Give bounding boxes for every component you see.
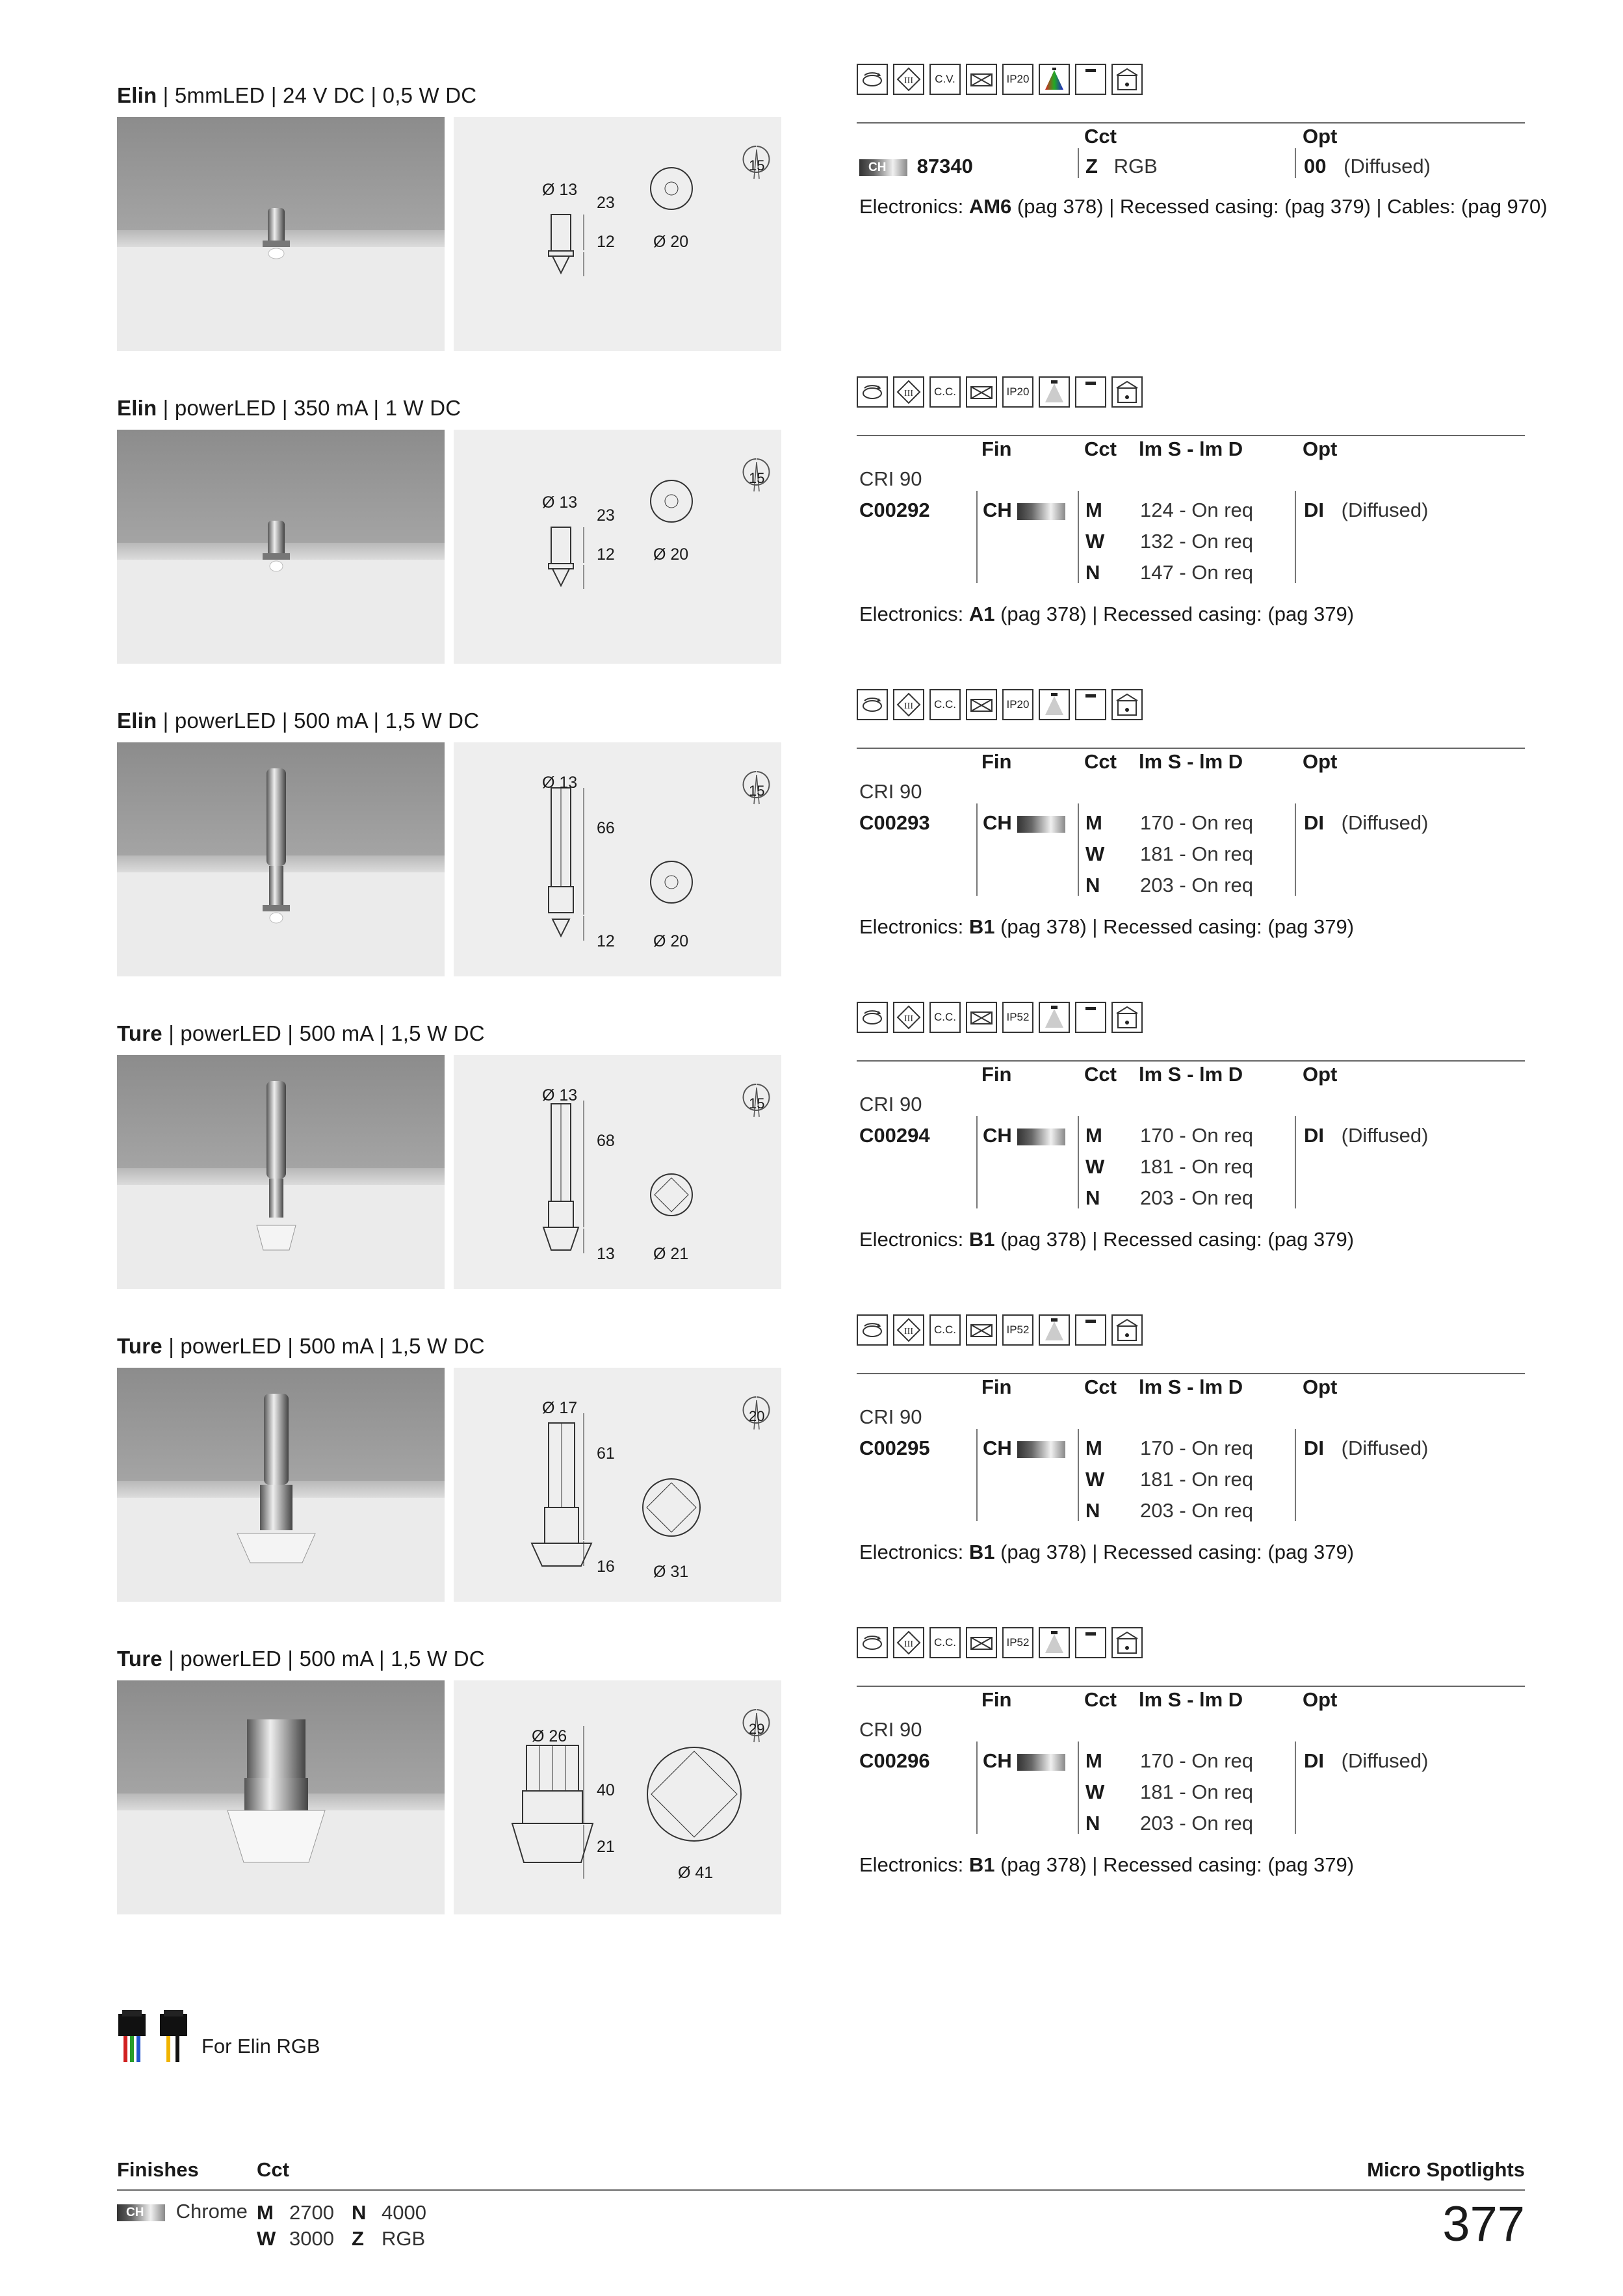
svg-text:III: III (904, 701, 913, 711)
header-lm: lm S - lm D (1139, 750, 1243, 773)
beam-angle: 15 (749, 470, 765, 486)
no-insulation-icon (966, 1627, 997, 1658)
rating-label: IP52 (1002, 1314, 1033, 1346)
chrome-swatch: CH (117, 2204, 165, 2221)
header-cct: Cct (1084, 125, 1117, 148)
opt-text: (Diffused) (1341, 499, 1429, 521)
chrome-swatch (1017, 1441, 1065, 1458)
lumen-value: 203 - On req (1140, 874, 1254, 896)
opt-code: DI (1304, 1749, 1324, 1772)
product-code: C00294 (859, 1124, 930, 1147)
certification-icons (857, 1002, 1143, 1034)
lumen-value: 181 - On req (1140, 1155, 1254, 1178)
header-cct: Cct (1084, 1688, 1117, 1711)
product-photo (117, 117, 445, 351)
header-lm: lm S - lm D (1139, 1063, 1243, 1086)
product-block (0, 73, 1623, 389)
dim-diameter-base: Ø 20 (653, 932, 689, 950)
cct-header: Cct (257, 2158, 289, 2181)
cct-row (1085, 1155, 1104, 1179)
chrome-swatch (1017, 503, 1065, 520)
cct-code: N (1085, 874, 1100, 896)
dim-diameter-base: Ø 20 (653, 545, 689, 564)
fin-code: CH (983, 1437, 1065, 1460)
product-code: C00293 (859, 811, 930, 834)
technical-drawing (454, 1680, 781, 1914)
certification-icons (857, 64, 1143, 96)
product-name: Elin (117, 709, 157, 733)
dim-height-body: 66 (597, 819, 615, 837)
rating-label: IP20 (1002, 376, 1033, 408)
product-title (117, 709, 479, 733)
cct-code: W (257, 2227, 276, 2250)
dim-diameter-top: Ø 13 (542, 774, 578, 792)
product-title (117, 1021, 485, 1046)
cct-code: N (1085, 1186, 1100, 1209)
header-fin: Fin (981, 1688, 1012, 1711)
rating-label: C.V. (929, 64, 961, 95)
fin-code: CH (983, 499, 1065, 522)
cct-code: N (1085, 1499, 1100, 1522)
product-name: Ture (117, 1334, 162, 1358)
product-code: C00295 (859, 1437, 930, 1459)
no-insulation-icon (966, 64, 997, 95)
surface-icon (1075, 1627, 1106, 1658)
col-divider (1295, 1742, 1296, 1834)
fin-code: CH (983, 1124, 1065, 1147)
cct-code: W (1085, 1468, 1105, 1491)
cct-value: 2700 (289, 2201, 334, 2224)
dim-height-head: 12 (597, 932, 615, 950)
opt-code: DI (1304, 1437, 1324, 1459)
product-photo (117, 1680, 445, 1914)
col-divider (976, 491, 978, 583)
certification-icons (857, 1627, 1143, 1660)
cct-value: RGB (1113, 155, 1158, 177)
recessed-icon (1111, 1314, 1143, 1346)
header-opt: Opt (1303, 1063, 1338, 1086)
class-iii-icon (893, 64, 924, 95)
col-divider (1078, 1429, 1079, 1521)
col-divider (976, 1429, 978, 1521)
rating-label: C.C. (929, 1002, 961, 1033)
accessory-label: For Elin RGB (201, 2035, 320, 2057)
cct-code: Z (1085, 155, 1098, 177)
dim-diameter-base: Ø 31 (653, 1563, 689, 1581)
rotate-icon (857, 1627, 888, 1658)
product-title (117, 83, 476, 108)
chrome-swatch (1017, 1128, 1065, 1145)
cct-row (1085, 842, 1104, 866)
opt-cell (1304, 1749, 1428, 1773)
cri-value: CRI 90 (859, 780, 922, 803)
table-rule (857, 1060, 1525, 1062)
col-divider (1295, 148, 1296, 178)
header-lm: lm S - lm D (1139, 437, 1243, 460)
rgb-light-icon (1039, 64, 1070, 95)
opt-cell (1304, 1437, 1428, 1460)
cct-row (1085, 1781, 1104, 1804)
header-cct: Cct (1084, 1063, 1117, 1086)
footer-rule (117, 2189, 1525, 2191)
product-spec: | powerLED | 350 mA | 1 W DC (157, 396, 461, 420)
product-block (0, 1011, 1623, 1327)
spot-light-icon (1039, 1002, 1070, 1033)
technical-drawing (454, 430, 781, 664)
opt-cell (1304, 1124, 1428, 1147)
cct-code: M (1085, 811, 1102, 834)
dim-diameter-top: Ø 13 (542, 493, 578, 512)
opt-text: (Diffused) (1341, 1124, 1429, 1147)
finishes-header: Finishes (117, 2158, 199, 2181)
rating-label: C.C. (929, 1314, 961, 1346)
lumen-value: 147 - On req (1140, 561, 1254, 584)
product-name: Ture (117, 1647, 162, 1671)
cct-row (1085, 1749, 1102, 1773)
cct-code: N (1085, 1812, 1100, 1834)
lumen-value: 181 - On req (1140, 842, 1254, 865)
finish-name: Chrome (175, 2200, 248, 2223)
svg-text:III: III (904, 389, 913, 398)
dim-diameter-base: Ø 20 (653, 233, 689, 251)
cct-row (1085, 1186, 1100, 1210)
rating-label: C.C. (929, 376, 961, 408)
lumen-value: 203 - On req (1140, 1499, 1254, 1522)
certification-icons (857, 376, 1143, 409)
col-divider (1078, 803, 1079, 896)
lumen-value: 181 - On req (1140, 1781, 1254, 1803)
rotate-icon (857, 689, 888, 720)
col-divider (1078, 1116, 1079, 1208)
no-insulation-icon (966, 689, 997, 720)
col-divider (1295, 1429, 1296, 1521)
cri-value: CRI 90 (859, 1093, 922, 1115)
rotate-icon (857, 64, 888, 95)
surface-icon (1075, 689, 1106, 720)
dim-height-head: 12 (597, 545, 615, 564)
beam-angle: 15 (749, 1095, 765, 1112)
svg-text:III: III (904, 76, 913, 86)
product-photo (117, 1055, 445, 1289)
col-divider (1078, 1742, 1079, 1834)
col-divider (1078, 491, 1079, 583)
technical-drawing (454, 1055, 781, 1289)
opt-text: (Diffused) (1344, 155, 1431, 177)
product-title (117, 1334, 485, 1359)
dim-diameter-base: Ø 21 (653, 1245, 689, 1263)
electronics-note: Electronics: B1 (pag 378) | Recessed casing: (pag 379) (859, 1853, 1355, 1876)
opt-code: 00 (1304, 155, 1327, 177)
recessed-icon (1111, 64, 1143, 95)
header-opt: Opt (1303, 1688, 1338, 1711)
surface-icon (1075, 64, 1106, 95)
dim-diameter-top: Ø 17 (542, 1399, 578, 1417)
product-spec: | powerLED | 500 mA | 1,5 W DC (157, 709, 480, 733)
header-opt: Opt (1303, 437, 1338, 460)
certification-icons (857, 1314, 1143, 1347)
dim-diameter-top: Ø 13 (542, 181, 578, 199)
electronics-note: Electronics: B1 (pag 378) | Recessed casing: (pag 379) (859, 915, 1355, 938)
class-iii-icon (893, 1314, 924, 1346)
recessed-icon (1111, 1627, 1143, 1658)
dim-height-body: 61 (597, 1444, 615, 1463)
dim-height-body: 68 (597, 1132, 615, 1150)
dim-height-body: 23 (597, 506, 615, 525)
product-spec: | 5mmLED | 24 V DC | 0,5 W DC (157, 83, 477, 107)
surface-icon (1075, 1314, 1106, 1346)
category-label: Micro Spotlights (1367, 2158, 1525, 2181)
cct-code: M (1085, 1749, 1102, 1772)
surface-icon (1075, 376, 1106, 408)
product-spec: | powerLED | 500 mA | 1,5 W DC (162, 1647, 485, 1671)
cct-code: Z (352, 2227, 364, 2250)
class-iii-icon (893, 1002, 924, 1033)
cct-value: RGB (382, 2227, 426, 2250)
header-opt: Opt (1303, 125, 1338, 148)
product-block (0, 698, 1623, 1014)
product-title (117, 1647, 485, 1671)
opt-code: DI (1304, 1124, 1324, 1147)
rating-label: IP52 (1002, 1627, 1033, 1658)
opt-text: (Diffused) (1341, 1749, 1429, 1772)
header-cct: Cct (1084, 750, 1117, 773)
beam-angle: 20 (749, 1408, 765, 1424)
recessed-icon (1111, 689, 1143, 720)
cct-code: W (1085, 842, 1105, 865)
rating-label: IP52 (1002, 1002, 1033, 1033)
header-cct: Cct (1084, 1376, 1117, 1398)
beam-angle: 15 (749, 783, 765, 799)
dim-height-body: 23 (597, 194, 615, 212)
product-block (0, 1324, 1623, 1639)
fin-code: CH (983, 811, 1065, 835)
cct-legend (257, 2200, 426, 2252)
lumen-value: 170 - On req (1140, 1124, 1254, 1147)
rating-label: C.C. (929, 1627, 961, 1658)
spot-light-icon (1039, 376, 1070, 408)
dim-diameter-top: Ø 26 (532, 1727, 567, 1745)
cct-value: 3000 (289, 2227, 334, 2250)
technical-drawing (454, 742, 781, 976)
electronics-note: Electronics: A1 (pag 378) | Recessed casing: (pag 379) (859, 603, 1355, 625)
product-block (0, 1636, 1623, 1952)
electronics-note: Electronics: AM6 (pag 378) | Recessed casing: (pag 379) | Cables: (pag 970) (859, 195, 1548, 218)
fin-code: CH (983, 1749, 1065, 1773)
opt-code: DI (1304, 811, 1324, 834)
lumen-value: 203 - On req (1140, 1812, 1254, 1834)
cct-row (1085, 1437, 1102, 1460)
cct-row (1085, 155, 1158, 178)
cct-row (1085, 1499, 1100, 1522)
header-fin: Fin (981, 1063, 1012, 1086)
cct-row (1085, 561, 1100, 584)
product-spec: | powerLED | 500 mA | 1,5 W DC (162, 1021, 485, 1045)
product-code: CH 87340 (859, 155, 973, 178)
table-rule (857, 122, 1525, 124)
cri-value: CRI 90 (859, 1405, 922, 1428)
opt-cell (1304, 499, 1428, 522)
cct-code: W (1085, 530, 1105, 553)
col-divider (976, 1742, 978, 1834)
col-divider (976, 803, 978, 896)
opt-cell (1304, 155, 1431, 178)
lumen-value: 181 - On req (1140, 1468, 1254, 1491)
dim-height-head: 16 (597, 1558, 615, 1576)
col-divider (1295, 803, 1296, 896)
header-lm: lm S - lm D (1139, 1376, 1243, 1398)
dim-height-head: 21 (597, 1838, 615, 1856)
cct-code: N (1085, 561, 1100, 584)
opt-code: DI (1304, 499, 1324, 521)
header-opt: Opt (1303, 1376, 1338, 1398)
rotate-icon (857, 1002, 888, 1033)
col-divider (1078, 148, 1079, 178)
no-insulation-icon (966, 1314, 997, 1346)
dim-height-head: 12 (597, 233, 615, 251)
lumen-value: 170 - On req (1140, 811, 1254, 834)
dim-diameter-base: Ø 41 (678, 1864, 714, 1882)
product-name: Elin (117, 83, 157, 107)
svg-text:III: III (904, 1639, 913, 1649)
header-lm: lm S - lm D (1139, 1688, 1243, 1711)
spot-light-icon (1039, 689, 1070, 720)
lumen-value: 170 - On req (1140, 1437, 1254, 1459)
col-divider (1295, 1116, 1296, 1208)
cct-code: W (1085, 1781, 1105, 1803)
cct-row (1085, 1812, 1100, 1835)
technical-drawing (454, 117, 781, 351)
lumen-value: 170 - On req (1140, 1749, 1254, 1772)
product-photo (117, 430, 445, 664)
dim-diameter-top: Ø 13 (542, 1086, 578, 1104)
product-name: Elin (117, 396, 157, 420)
rating-label: IP20 (1002, 64, 1033, 95)
recessed-icon (1111, 1002, 1143, 1033)
cct-value: 4000 (382, 2201, 426, 2224)
cct-row (1085, 811, 1102, 835)
no-insulation-icon (966, 376, 997, 408)
header-cct: Cct (1084, 437, 1117, 460)
product-code: C00292 (859, 499, 930, 521)
rotate-icon (857, 376, 888, 408)
beam-angle: 15 (749, 157, 765, 174)
cct-code: N (352, 2201, 367, 2224)
chrome-swatch: CH (859, 159, 907, 176)
dim-height-head: 13 (597, 1245, 615, 1263)
cct-row (1085, 1124, 1102, 1147)
opt-cell (1304, 811, 1428, 835)
cct-legend-row (257, 2200, 426, 2226)
opt-text: (Diffused) (1341, 1437, 1429, 1459)
rotate-icon (857, 1314, 888, 1346)
product-spec: | powerLED | 500 mA | 1,5 W DC (162, 1334, 485, 1358)
col-divider (976, 1116, 978, 1208)
spot-light-icon (1039, 1627, 1070, 1658)
cri-value: CRI 90 (859, 1718, 922, 1741)
cct-code: M (1085, 1437, 1102, 1459)
dim-height-body: 40 (597, 1781, 615, 1799)
spot-light-icon (1039, 1314, 1070, 1346)
header-fin: Fin (981, 750, 1012, 773)
finish-chrome (117, 2200, 248, 2223)
product-photo (117, 742, 445, 976)
lumen-value: 203 - On req (1140, 1186, 1254, 1209)
header-opt: Opt (1303, 750, 1338, 773)
surface-icon (1075, 1002, 1106, 1033)
cct-code: M (257, 2201, 274, 2224)
recessed-icon (1111, 376, 1143, 408)
rating-label: C.C. (929, 689, 961, 720)
chrome-swatch (1017, 1754, 1065, 1771)
product-title (117, 396, 461, 421)
cct-row (1085, 874, 1100, 897)
opt-text: (Diffused) (1341, 811, 1429, 834)
accessory (117, 2010, 507, 2062)
technical-drawing (454, 1368, 781, 1602)
no-insulation-icon (966, 1002, 997, 1033)
header-fin: Fin (981, 1376, 1012, 1398)
cct-code: W (1085, 1155, 1105, 1178)
product-code: C00296 (859, 1749, 930, 1772)
table-rule (857, 435, 1525, 436)
beam-angle: 29 (749, 1721, 765, 1737)
product-name: Ture (117, 1021, 162, 1045)
header-fin: Fin (981, 437, 1012, 460)
page-number: 377 (1442, 2197, 1525, 2252)
cct-row (1085, 530, 1104, 553)
electronics-note: Electronics: B1 (pag 378) | Recessed casing: (pag 379) (859, 1228, 1355, 1251)
rating-label: IP20 (1002, 689, 1033, 720)
cct-row (1085, 499, 1102, 522)
cct-code: M (1085, 499, 1102, 521)
certification-icons (857, 689, 1143, 722)
cri-value: CRI 90 (859, 467, 922, 490)
class-iii-icon (893, 689, 924, 720)
chrome-swatch (1017, 816, 1065, 833)
table-rule (857, 1373, 1525, 1374)
lumen-value: 124 - On req (1140, 499, 1254, 521)
connector-icon (117, 2010, 195, 2067)
cct-legend-row (257, 2226, 426, 2252)
svg-text:III: III (904, 1327, 913, 1337)
class-iii-icon (893, 1627, 924, 1658)
product-block (0, 385, 1623, 701)
class-iii-icon (893, 376, 924, 408)
table-rule (857, 748, 1525, 749)
col-divider (1295, 491, 1296, 583)
svg-text:III: III (904, 1014, 913, 1024)
product-photo (117, 1368, 445, 1602)
table-rule (857, 1686, 1525, 1687)
cct-code: M (1085, 1124, 1102, 1147)
cct-row (1085, 1468, 1104, 1491)
lumen-value: 132 - On req (1140, 530, 1254, 553)
electronics-note: Electronics: B1 (pag 378) | Recessed casing: (pag 379) (859, 1541, 1355, 1563)
